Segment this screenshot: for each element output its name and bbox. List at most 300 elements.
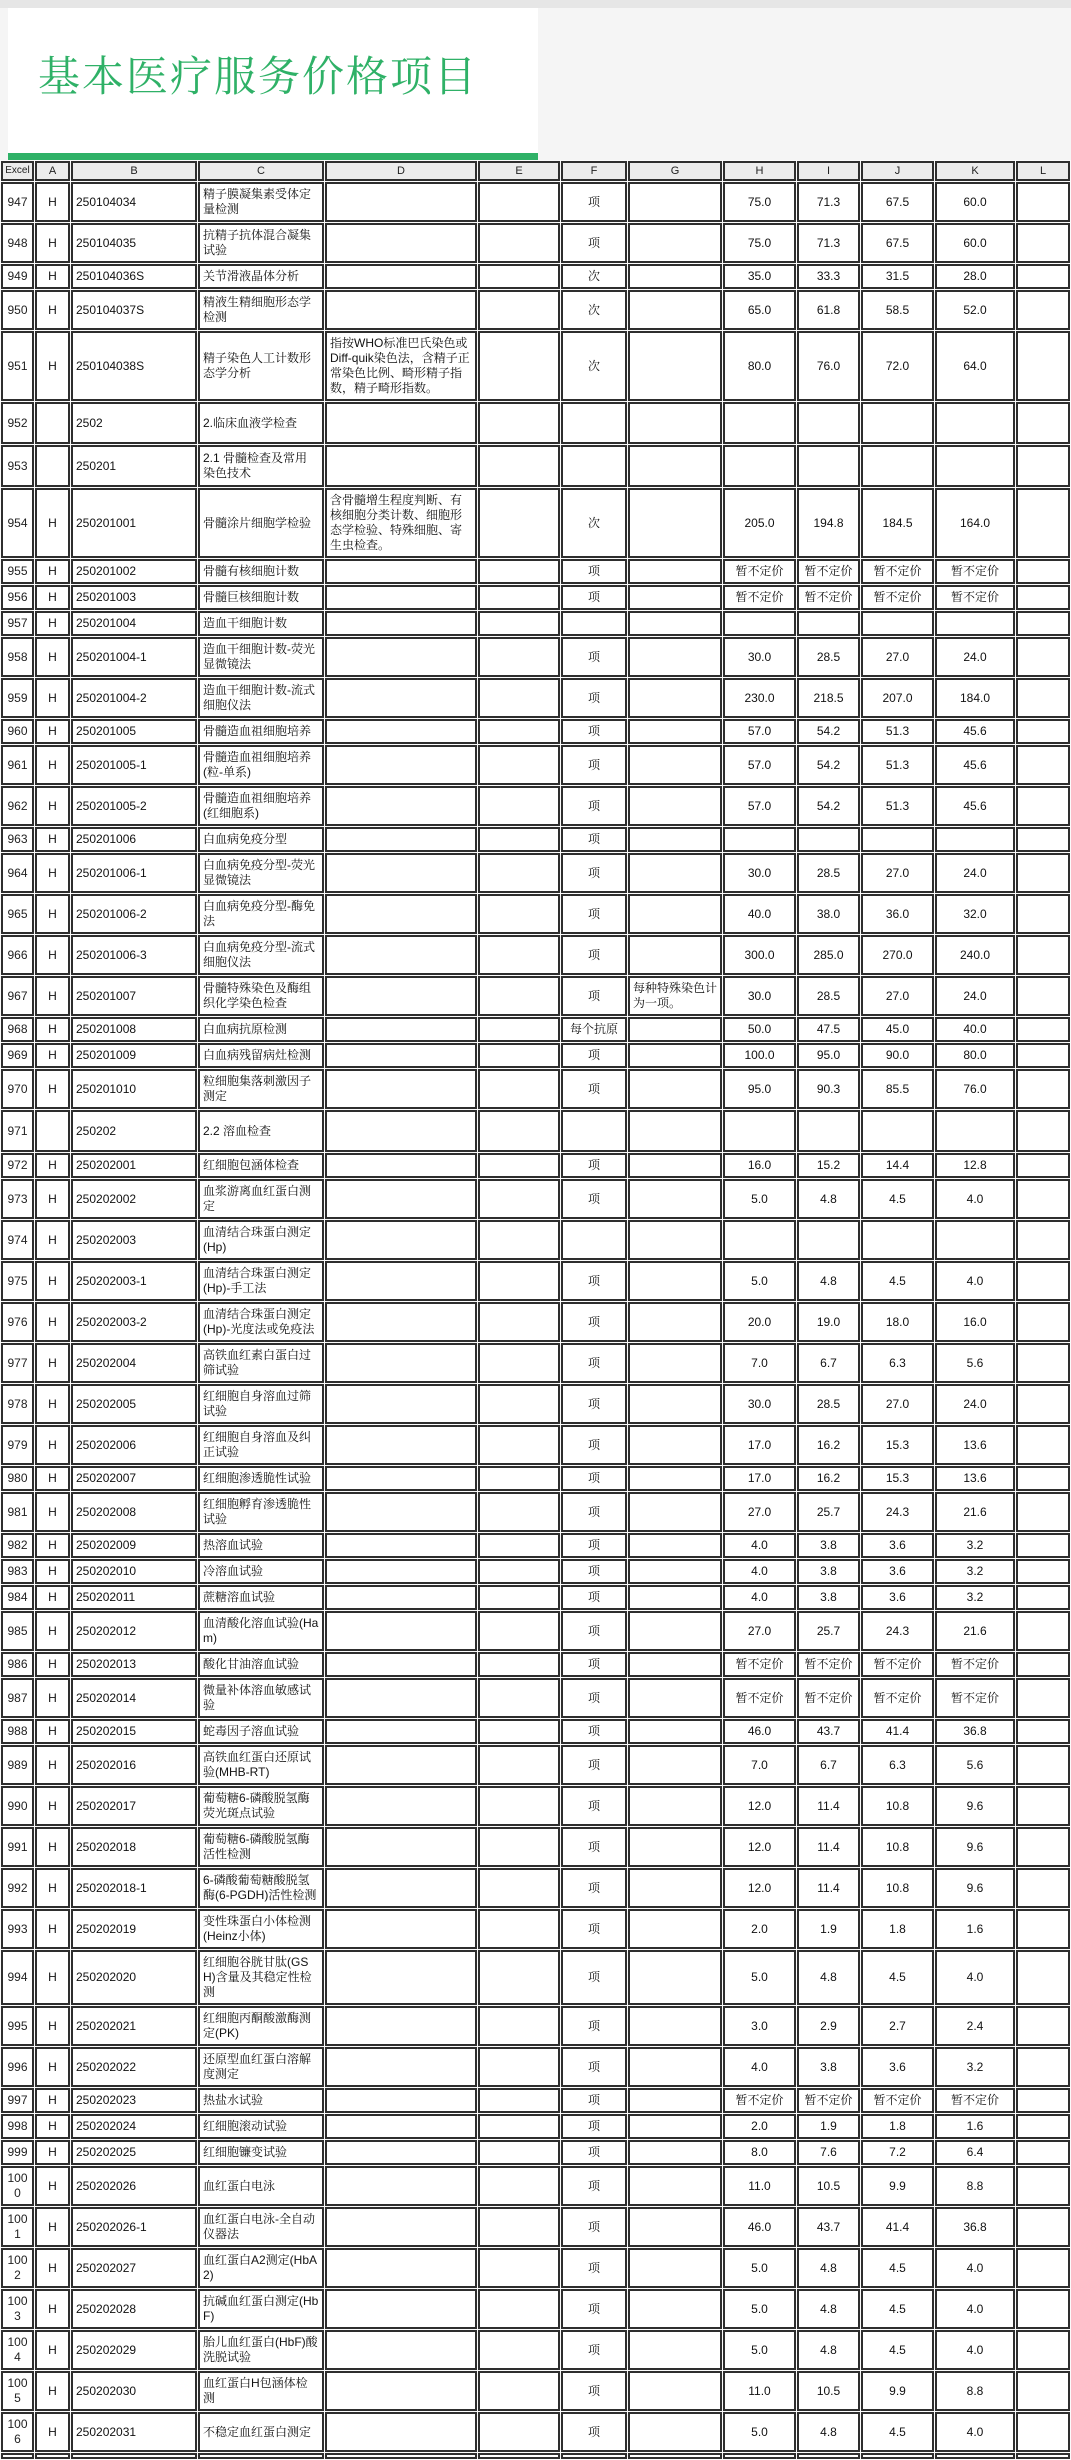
cell-i: 4.8 — [797, 1950, 860, 2005]
cell-c: 骨髓涂片细胞学检验 — [198, 488, 324, 558]
table-row — [1, 1611, 1070, 1651]
cell-b: 250202002 — [71, 1179, 197, 1219]
cell-i: 25.7 — [797, 1611, 860, 1651]
cell-b: 250202024 — [71, 2114, 197, 2139]
cell-k: 24.0 — [935, 1384, 1015, 1424]
cell-i — [797, 1220, 860, 1260]
cell-f: 项 — [561, 223, 627, 263]
cell-i: 54.2 — [797, 786, 860, 826]
cell-e — [478, 853, 560, 893]
cell-e — [478, 402, 560, 444]
cell-f: 项 — [561, 2207, 627, 2247]
row-number: 993 — [1, 1909, 34, 1949]
cell-k: 52.0 — [935, 290, 1015, 330]
cell-f: 项 — [561, 719, 627, 744]
cell-h: 230.0 — [723, 678, 796, 718]
cell-h: 100.0 — [723, 1043, 796, 1068]
cell-f: 项 — [561, 1492, 627, 1532]
cell-k: 4.0 — [935, 2248, 1015, 2288]
cell-h: 暂不定价 — [723, 1652, 796, 1677]
cell-b: 250202003-2 — [71, 1302, 197, 1342]
cell-j: 3.6 — [861, 1585, 934, 1610]
table-row — [1, 1786, 1070, 1826]
table-row — [1, 2140, 1070, 2165]
cell-d — [325, 1611, 477, 1651]
cell-l — [1016, 2006, 1070, 2046]
cell-a: H — [35, 1585, 70, 1610]
cell-j: 51.3 — [861, 745, 934, 785]
cell-j — [861, 611, 934, 636]
cell-d — [325, 1559, 477, 1584]
cell-i: 54.2 — [797, 745, 860, 785]
cell-d — [325, 2006, 477, 2046]
cell-i: 19.0 — [797, 1302, 860, 1342]
cell-h: 5.0 — [723, 1261, 796, 1301]
cell-j — [861, 402, 934, 444]
cell-b: 250202014 — [71, 1678, 197, 1718]
cell-g — [628, 1786, 722, 1826]
cell-g — [628, 1559, 722, 1584]
cell-i: 11.4 — [797, 1786, 860, 1826]
cell-e — [478, 1585, 560, 1610]
cell-i: 285.0 — [797, 935, 860, 975]
cell-l — [1016, 1868, 1070, 1908]
cell-b: 250201006-1 — [71, 853, 197, 893]
cell-h: 5.0 — [723, 1179, 796, 1219]
cell-j: 58.5 — [861, 290, 934, 330]
cell-l — [1016, 559, 1070, 584]
cell-i: 4.8 — [797, 2330, 860, 2370]
cell-h: 95.0 — [723, 1069, 796, 1109]
cell-e — [478, 331, 560, 401]
cell-b: 250202023 — [71, 2088, 197, 2113]
cell-e — [478, 488, 560, 558]
row-number: 989 — [1, 1745, 34, 1785]
cell-k: 45.6 — [935, 745, 1015, 785]
cell-c: 6-磷酸葡萄糖酸脱氢酶(6-PGDH)活性检测 — [198, 1868, 324, 1908]
cell-i: 6.7 — [797, 1745, 860, 1785]
cell-b: 250202029 — [71, 2330, 197, 2370]
cell-d — [325, 935, 477, 975]
cell-i: 54.2 — [797, 719, 860, 744]
cell-f: 项 — [561, 1868, 627, 1908]
cell-k: 12.8 — [935, 1153, 1015, 1178]
cell-i: 25.7 — [797, 1492, 860, 1532]
cell-i: 4.8 — [797, 2289, 860, 2329]
cell-k: 32.0 — [935, 894, 1015, 934]
cell-c: 还原型血红蛋白溶解度测定 — [198, 2047, 324, 2087]
cell-b: 250202018-1 — [71, 1868, 197, 1908]
cell-f: 项 — [561, 2412, 627, 2452]
cell-h: 30.0 — [723, 637, 796, 677]
cell-g — [628, 1950, 722, 2005]
cell-i — [797, 2453, 860, 2459]
cell-d — [325, 1261, 477, 1301]
cell-j: 4.5 — [861, 1950, 934, 2005]
cell-f: 项 — [561, 1384, 627, 1424]
cell-b: 250202026 — [71, 2166, 197, 2206]
cell-g — [628, 1492, 722, 1532]
row-number: 964 — [1, 853, 34, 893]
cell-d — [325, 2330, 477, 2370]
row-number: 1001 — [1, 2207, 34, 2247]
table-row — [1, 1179, 1070, 1219]
cell-l — [1016, 1652, 1070, 1677]
cell-b: 2502 — [71, 402, 197, 444]
cell-a: H — [35, 637, 70, 677]
cell-b: 250201004-1 — [71, 637, 197, 677]
cell-a: H — [35, 1652, 70, 1677]
cell-e — [478, 445, 560, 487]
cell-e — [478, 2088, 560, 2113]
cell-f: 项 — [561, 1678, 627, 1718]
cell-c: 红细胞自身溶血及纠正试验 — [198, 1425, 324, 1465]
cell-h: 30.0 — [723, 1384, 796, 1424]
cell-d — [325, 2088, 477, 2113]
table-row — [1, 678, 1070, 718]
cell-e — [478, 2006, 560, 2046]
cell-e — [478, 786, 560, 826]
cell-f: 次 — [561, 264, 627, 289]
row-number: 963 — [1, 827, 34, 852]
cell-g — [628, 2114, 722, 2139]
cell-e — [478, 1652, 560, 1677]
cell-f: 项 — [561, 2140, 627, 2165]
cell-e — [478, 2114, 560, 2139]
cell-h — [723, 611, 796, 636]
cell-j: 27.0 — [861, 853, 934, 893]
table-row — [1, 1466, 1070, 1491]
cell-c: 白血病免疫分型-酶免法 — [198, 894, 324, 934]
row-number: 950 — [1, 290, 34, 330]
cell-i: 1.9 — [797, 1909, 860, 1949]
cell-c: 红细胞包涵体检查 — [198, 1153, 324, 1178]
cell-a: H — [35, 678, 70, 718]
cell-f: 项 — [561, 559, 627, 584]
cell-a: H — [35, 1492, 70, 1532]
cell-g — [628, 786, 722, 826]
table-row — [1, 2047, 1070, 2087]
cell-g — [628, 1652, 722, 1677]
cell-e — [478, 2330, 560, 2370]
cell-e — [478, 2289, 560, 2329]
cell-g — [628, 1384, 722, 1424]
cell-f: 项 — [561, 935, 627, 975]
cell-k: 1.6 — [935, 1909, 1015, 1949]
cell-c: 造血干细胞计数-流式细胞仪法 — [198, 678, 324, 718]
cell-e — [478, 2412, 560, 2452]
cell-c: 蛇毒因子溶血试验 — [198, 1719, 324, 1744]
table-row — [1, 2371, 1070, 2411]
cell-g — [628, 853, 722, 893]
cell-e — [478, 678, 560, 718]
cell-b: 250104034 — [71, 182, 197, 222]
cell-a: H — [35, 1069, 70, 1109]
cell-b: 250201004-2 — [71, 678, 197, 718]
cell-f: 项 — [561, 2114, 627, 2139]
cell-a: H — [35, 786, 70, 826]
cell-j — [861, 1110, 934, 1152]
cell-l — [1016, 611, 1070, 636]
cell-f — [561, 445, 627, 487]
cell-b: 250201004 — [71, 611, 197, 636]
cell-l — [1016, 1719, 1070, 1744]
cell-f: 项 — [561, 1533, 627, 1558]
cell-g — [628, 2088, 722, 2113]
cell-k: 9.6 — [935, 1786, 1015, 1826]
table-row — [1, 2207, 1070, 2247]
cell-c: 骨髓特殊染色及酶组织化学染色检查 — [198, 976, 324, 1016]
cell-c: 红细胞镰变试验 — [198, 2140, 324, 2165]
cell-j: 10.8 — [861, 1868, 934, 1908]
cell-i: 71.3 — [797, 182, 860, 222]
cell-d — [325, 2371, 477, 2411]
cell-e — [478, 1909, 560, 1949]
cell-e — [478, 1302, 560, 1342]
cell-b: 250202018 — [71, 1827, 197, 1867]
cell-f: 项 — [561, 1179, 627, 1219]
cell-i: 2.9 — [797, 2006, 860, 2046]
cell-f: 项 — [561, 678, 627, 718]
cell-e — [478, 1559, 560, 1584]
cell-a: H — [35, 1611, 70, 1651]
cell-b: 250201005-2 — [71, 786, 197, 826]
cell-g — [628, 1827, 722, 1867]
table-body — [1, 182, 1070, 2459]
cell-d — [325, 1786, 477, 1826]
cell-h — [723, 1220, 796, 1260]
cell-e — [478, 1043, 560, 1068]
cell-f: 项 — [561, 1786, 627, 1826]
cell-l — [1016, 1069, 1070, 1109]
cell-b: 250201003 — [71, 585, 197, 610]
cell-f: 项 — [561, 827, 627, 852]
cell-c: 红细胞谷胱甘肽(GSH)含量及其稳定性检测 — [198, 1950, 324, 2005]
cell-d — [325, 1678, 477, 1718]
cell-j: 270.0 — [861, 935, 934, 975]
cell-j: 51.3 — [861, 786, 934, 826]
cell-k: 45.6 — [935, 786, 1015, 826]
cell-i: 暂不定价 — [797, 559, 860, 584]
partial-row — [1, 2453, 1070, 2459]
cell-g — [628, 1043, 722, 1068]
cell-k — [935, 827, 1015, 852]
table-row — [1, 182, 1070, 222]
cell-f: 项 — [561, 1261, 627, 1301]
cell-e — [478, 611, 560, 636]
column-header-l: L — [1016, 161, 1070, 181]
cell-f: 项 — [561, 1043, 627, 1068]
cell-k: 暂不定价 — [935, 1652, 1015, 1677]
cell-f: 项 — [561, 1302, 627, 1342]
cell-f: 项 — [561, 637, 627, 677]
table-row — [1, 1302, 1070, 1342]
section-row — [1, 445, 1070, 487]
cell-g — [628, 1261, 722, 1301]
cell-l — [1016, 719, 1070, 744]
cell-c: 红细胞孵育渗透脆性试验 — [198, 1492, 324, 1532]
cell-d — [325, 1425, 477, 1465]
row-number: 1002 — [1, 2248, 34, 2288]
cell-a: H — [35, 611, 70, 636]
cell-a: H — [35, 1017, 70, 1042]
cell-e — [478, 1017, 560, 1042]
cell-e — [478, 827, 560, 852]
cell-i: 33.3 — [797, 264, 860, 289]
cell-d — [325, 611, 477, 636]
cell-l — [1016, 1302, 1070, 1342]
cell-g — [628, 935, 722, 975]
cell-a: H — [35, 290, 70, 330]
cell-i — [797, 611, 860, 636]
cell-i: 3.8 — [797, 1559, 860, 1584]
cell-a: H — [35, 2330, 70, 2370]
cell-e — [478, 1745, 560, 1785]
row-number: 988 — [1, 1719, 34, 1744]
cell-f: 项 — [561, 1652, 627, 1677]
cell-c: 骨髓有核细胞计数 — [198, 559, 324, 584]
cell-g — [628, 1678, 722, 1718]
cell-b: 250202003 — [71, 1220, 197, 1260]
cell-g — [628, 1745, 722, 1785]
cell-e — [478, 1069, 560, 1109]
cell-h: 35.0 — [723, 264, 796, 289]
cell-j: 14.4 — [861, 1153, 934, 1178]
cell-g — [628, 1868, 722, 1908]
cell-a: H — [35, 894, 70, 934]
row-number: 947 — [1, 182, 34, 222]
cell-f: 项 — [561, 745, 627, 785]
cell-g — [628, 2140, 722, 2165]
cell-f: 项 — [561, 182, 627, 222]
column-header-b: B — [71, 161, 197, 181]
cell-l — [1016, 1153, 1070, 1178]
cell-a: H — [35, 719, 70, 744]
cell-a: H — [35, 1220, 70, 1260]
cell-a: H — [35, 1909, 70, 1949]
cell-d — [325, 264, 477, 289]
row-number: 976 — [1, 1302, 34, 1342]
cell-l — [1016, 2207, 1070, 2247]
cell-h — [723, 445, 796, 487]
cell-d — [325, 1466, 477, 1491]
cell-j: 41.4 — [861, 1719, 934, 1744]
cell-e — [478, 290, 560, 330]
table-row — [1, 745, 1070, 785]
cell-k: 24.0 — [935, 637, 1015, 677]
cell-d — [325, 1533, 477, 1558]
cell-j: 85.5 — [861, 1069, 934, 1109]
table-row — [1, 331, 1070, 401]
cell-h — [723, 2453, 796, 2459]
cell-k: 76.0 — [935, 1069, 1015, 1109]
cell-c: 白血病抗原检测 — [198, 1017, 324, 1042]
cell-c: 血浆游离血红蛋白测定 — [198, 1179, 324, 1219]
table-row — [1, 1909, 1070, 1949]
cell-f: 项 — [561, 1069, 627, 1109]
cell-f: 次 — [561, 488, 627, 558]
cell-l — [1016, 223, 1070, 263]
cell-a: H — [35, 2248, 70, 2288]
cell-f: 项 — [561, 2289, 627, 2329]
cell-h: 80.0 — [723, 331, 796, 401]
cell-j: 1.8 — [861, 1909, 934, 1949]
table-row — [1, 1533, 1070, 1558]
row-number: 985 — [1, 1611, 34, 1651]
cell-e — [478, 1425, 560, 1465]
cell-a: H — [35, 2006, 70, 2046]
cell-i: 11.4 — [797, 1827, 860, 1867]
row-number: 977 — [1, 1343, 34, 1383]
cell-d — [325, 402, 477, 444]
row-number: 955 — [1, 559, 34, 584]
cell-l — [1016, 1043, 1070, 1068]
cell-h: 暂不定价 — [723, 559, 796, 584]
table-row — [1, 1559, 1070, 1584]
cell-i: 16.2 — [797, 1466, 860, 1491]
title-card — [8, 8, 538, 160]
cell-i — [797, 1110, 860, 1152]
row-number: 961 — [1, 745, 34, 785]
cell-g — [628, 1153, 722, 1178]
cell-e — [478, 2207, 560, 2247]
cell-i: 43.7 — [797, 2207, 860, 2247]
cell-k: 8.8 — [935, 2371, 1015, 2411]
cell-a: H — [35, 2140, 70, 2165]
row-number: 978 — [1, 1384, 34, 1424]
cell-j: 3.6 — [861, 2047, 934, 2087]
cell-i: 3.8 — [797, 2047, 860, 2087]
cell-a: H — [35, 1043, 70, 1068]
cell-b: 250202009 — [71, 1533, 197, 1558]
cell-c: 血清结合珠蛋白测定(Hp)-手工法 — [198, 1261, 324, 1301]
cell-i: 38.0 — [797, 894, 860, 934]
cell-j — [861, 445, 934, 487]
cell-h: 暂不定价 — [723, 1678, 796, 1718]
cell-a — [35, 402, 70, 444]
cell-h: 12.0 — [723, 1868, 796, 1908]
cell-b: 250201002 — [71, 559, 197, 584]
row-number: 968 — [1, 1017, 34, 1042]
cell-h: 17.0 — [723, 1466, 796, 1491]
cell-e — [478, 1466, 560, 1491]
row-number: 966 — [1, 935, 34, 975]
cell-e — [478, 719, 560, 744]
cell-h: 暂不定价 — [723, 585, 796, 610]
green-underline — [8, 153, 538, 160]
cell-i: 暂不定价 — [797, 585, 860, 610]
cell-i: 28.5 — [797, 976, 860, 1016]
cell-g — [628, 1719, 722, 1744]
cell-l — [1016, 827, 1070, 852]
cell-d — [325, 1585, 477, 1610]
cell-d — [325, 2289, 477, 2329]
row-number: 948 — [1, 223, 34, 263]
cell-j: 2.7 — [861, 2006, 934, 2046]
header-area — [0, 8, 1071, 160]
cell-e — [478, 1110, 560, 1152]
cell-a: H — [35, 182, 70, 222]
table-row — [1, 1678, 1070, 1718]
row-number: 981 — [1, 1492, 34, 1532]
cell-c: 血红蛋白电泳-全自动仪器法 — [198, 2207, 324, 2247]
cell-b: 250201006-2 — [71, 894, 197, 934]
cell-g — [628, 1069, 722, 1109]
cell-h: 8.0 — [723, 2140, 796, 2165]
cell-c: 血清结合珠蛋白测定(Hp) — [198, 1220, 324, 1260]
cell-h: 5.0 — [723, 2248, 796, 2288]
cell-a: H — [35, 2371, 70, 2411]
